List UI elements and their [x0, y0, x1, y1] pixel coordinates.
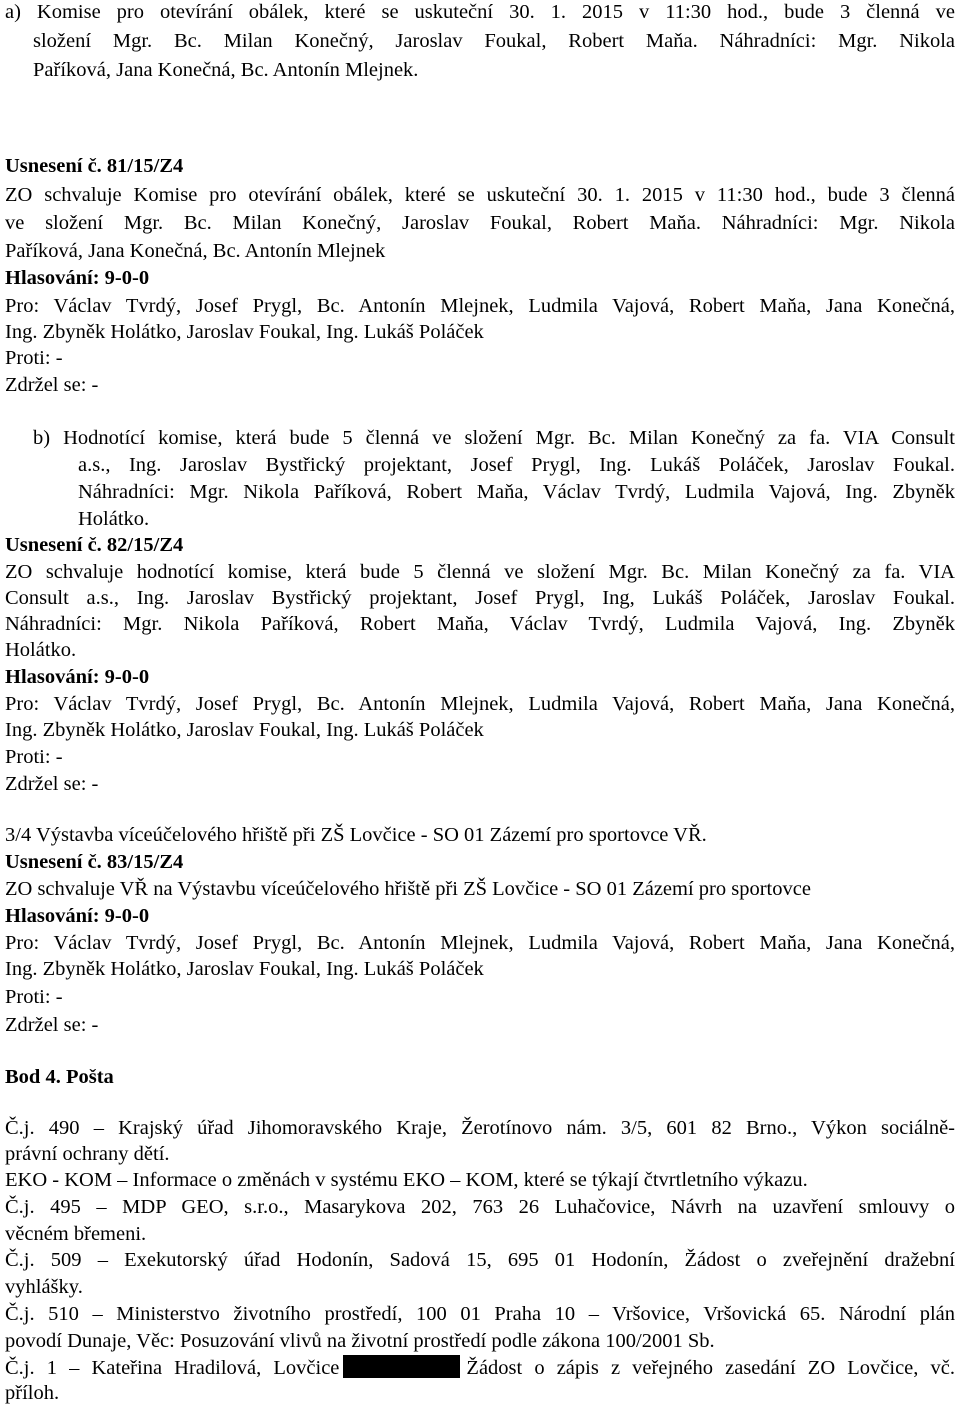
resolution-82-pro-2: Ing. Zbyněk Holátko, Jaroslav Foukal, Ing. Lukáš Poláček	[5, 719, 484, 741]
mail-item-490-line-1: Č.j. 490 – Krajský úřad Jihomoravského Kraje, Žerotínovo nám. 3/5, 601 82 Brno., Výkon sociálně-	[5, 1117, 955, 1139]
resolution-82-line-4: Holátko.	[5, 639, 77, 661]
redaction-block	[343, 1355, 460, 1378]
resolution-82-line-1: ZO schvaluje hodnotící komise, která bude 5 členná ve složení Mgr. Bc. Milan Konečný za fa. VIA	[5, 561, 955, 583]
agenda-item-3-4: 3/4 Výstavba víceúčelového hřiště při ZŠ Lovčice - SO 01 Zázemí pro sportovce VŘ.	[5, 824, 707, 846]
resolution-81-proti: Proti: -	[5, 347, 63, 369]
item-b-line-4: Holátko.	[78, 508, 150, 530]
resolution-83-zdrzel: Zdržel se: -	[5, 1014, 99, 1036]
resolution-83-proti: Proti: -	[5, 986, 63, 1008]
resolution-82-heading: Usnesení č. 82/15/Z4	[5, 534, 184, 556]
mail-item-495-line-1: Č.j. 495 – MDP GEO, s.r.o., Masarykova 202, 763 26 Luhačovice, Návrh na uzavření smlouvy o	[5, 1196, 955, 1218]
resolution-81-heading: Usnesení č. 81/15/Z4	[5, 155, 184, 177]
resolution-81-pro-2: Ing. Zbyněk Holátko, Jaroslav Foukal, Ing. Lukáš Poláček	[5, 321, 484, 343]
item-b-line-1: b) Hodnotící komise, která bude 5 členná ve složení Mgr. Bc. Milan Konečný za fa. VIA Consult	[33, 427, 955, 449]
resolution-81-line-1: ZO schvaluje Komise pro otevírání obálek, které se uskuteční 30. 1. 2015 v 11:30 hod., bude 3 členná	[5, 184, 955, 206]
item-a-line-3: Paříková, Jana Konečná, Bc. Antonín Mlejnek.	[33, 59, 419, 81]
item-a-line-2: složení Mgr. Bc. Milan Konečný, Jaroslav Foukal, Robert Maňa. Náhradníci: Mgr. Nikola	[33, 30, 955, 52]
mail-item-510-line-2: povodí Dunaje, Věc: Posuzování vlivů na životní prostředí podle zákona 100/2001 Sb.	[5, 1330, 715, 1352]
mail-item-510-line-1: Č.j. 510 – Ministerstvo životního prostředí, 100 01 Praha 10 – Vršovice, Vršovická 65. Národní plán	[5, 1303, 955, 1325]
resolution-82-vote: Hlasování: 9-0-0	[5, 666, 150, 688]
resolution-81-vote: Hlasování: 9-0-0	[5, 267, 150, 289]
mail-item-1-line-2: příloh.	[5, 1382, 60, 1404]
item-b-line-2: a.s., Ing. Jaroslav Bystřický projektant, Josef Prygl, Ing. Lukáš Poláček, Jaroslav Foukal.	[78, 454, 955, 476]
mail-item-1-line-1	[5, 1355, 955, 1380]
resolution-82-proti: Proti: -	[5, 746, 63, 768]
item-a-line-1: a) Komise pro otevírání obálek, které se uskuteční 30. 1. 2015 v 11:30 hod., bude 3 členná ve	[5, 1, 955, 23]
resolution-82-zdrzel: Zdržel se: -	[5, 773, 99, 795]
resolution-81-line-3: Paříková, Jana Konečná, Bc. Antonín Mlejnek	[5, 240, 386, 262]
resolution-81-zdrzel: Zdržel se: -	[5, 374, 99, 396]
resolution-83-heading: Usnesení č. 83/15/Z4	[5, 851, 184, 873]
resolution-83-pro-1: Pro: Václav Tvrdý, Josef Prygl, Bc. Antonín Mlejnek, Ludmila Vajová, Robert Maňa, Jana Konečná,	[5, 932, 955, 954]
resolution-81-line-2: ve složení Mgr. Bc. Milan Konečný, Jaroslav Foukal, Robert Maňa. Náhradníci: Mgr. Nikola	[5, 212, 955, 234]
mail-item-495-line-2: věcném břemeni.	[5, 1223, 147, 1245]
resolution-82-pro-1: Pro: Václav Tvrdý, Josef Prygl, Bc. Antonín Mlejnek, Ludmila Vajová, Robert Maňa, Jana Konečná,	[5, 693, 955, 715]
mail-item-490-line-2: právní ochrany dětí.	[5, 1143, 170, 1165]
resolution-81-pro-1: Pro: Václav Tvrdý, Josef Prygl, Bc. Antonín Mlejnek, Ludmila Vajová, Robert Maňa, Jana Konečná,	[5, 295, 955, 317]
resolution-82-line-2: Consult a.s., Ing. Jaroslav Bystřický projektant, Josef Prygl, Ing, Lukáš Poláček, Jaroslav Foukal.	[5, 587, 955, 609]
mail-item-1-text-after: Žádost o zápis z veřejného zasedání ZO Lovčice, vč.	[466, 1357, 955, 1379]
mail-item-1-text-before: Č.j. 1 – Kateřina Hradilová, Lovčice	[5, 1357, 340, 1379]
resolution-82-line-3: Náhradníci: Mgr. Nikola Paříková, Robert Maňa, Václav Tvrdý, Ludmila Vajová, Ing. Zbyněk	[5, 613, 955, 635]
mail-item-509-line-2: vyhlášky.	[5, 1276, 83, 1298]
mail-item-eko-kom: EKO - KOM – Informace o změnách v systému EKO – KOM, které se týkají čtvrtletního výkazu.	[5, 1169, 808, 1191]
section-heading-posta: Bod 4. Pošta	[5, 1066, 114, 1088]
resolution-83-vote: Hlasování: 9-0-0	[5, 905, 150, 927]
item-b-line-3: Náhradníci: Mgr. Nikola Paříková, Robert Maňa, Václav Tvrdý, Ludmila Vajová, Ing. Zbyněk	[78, 481, 955, 503]
resolution-83-pro-2: Ing. Zbyněk Holátko, Jaroslav Foukal, Ing. Lukáš Poláček	[5, 958, 484, 980]
resolution-83-line-1: ZO schvaluje VŘ na Výstavbu víceúčelového hřiště při ZŠ Lovčice - SO 01 Zázemí pro sportovce	[5, 878, 811, 900]
mail-item-509-line-1: Č.j. 509 – Exekutorský úřad Hodonín, Sadová 15, 695 01 Hodonín, Žádost o zveřejnění dražební	[5, 1249, 955, 1271]
